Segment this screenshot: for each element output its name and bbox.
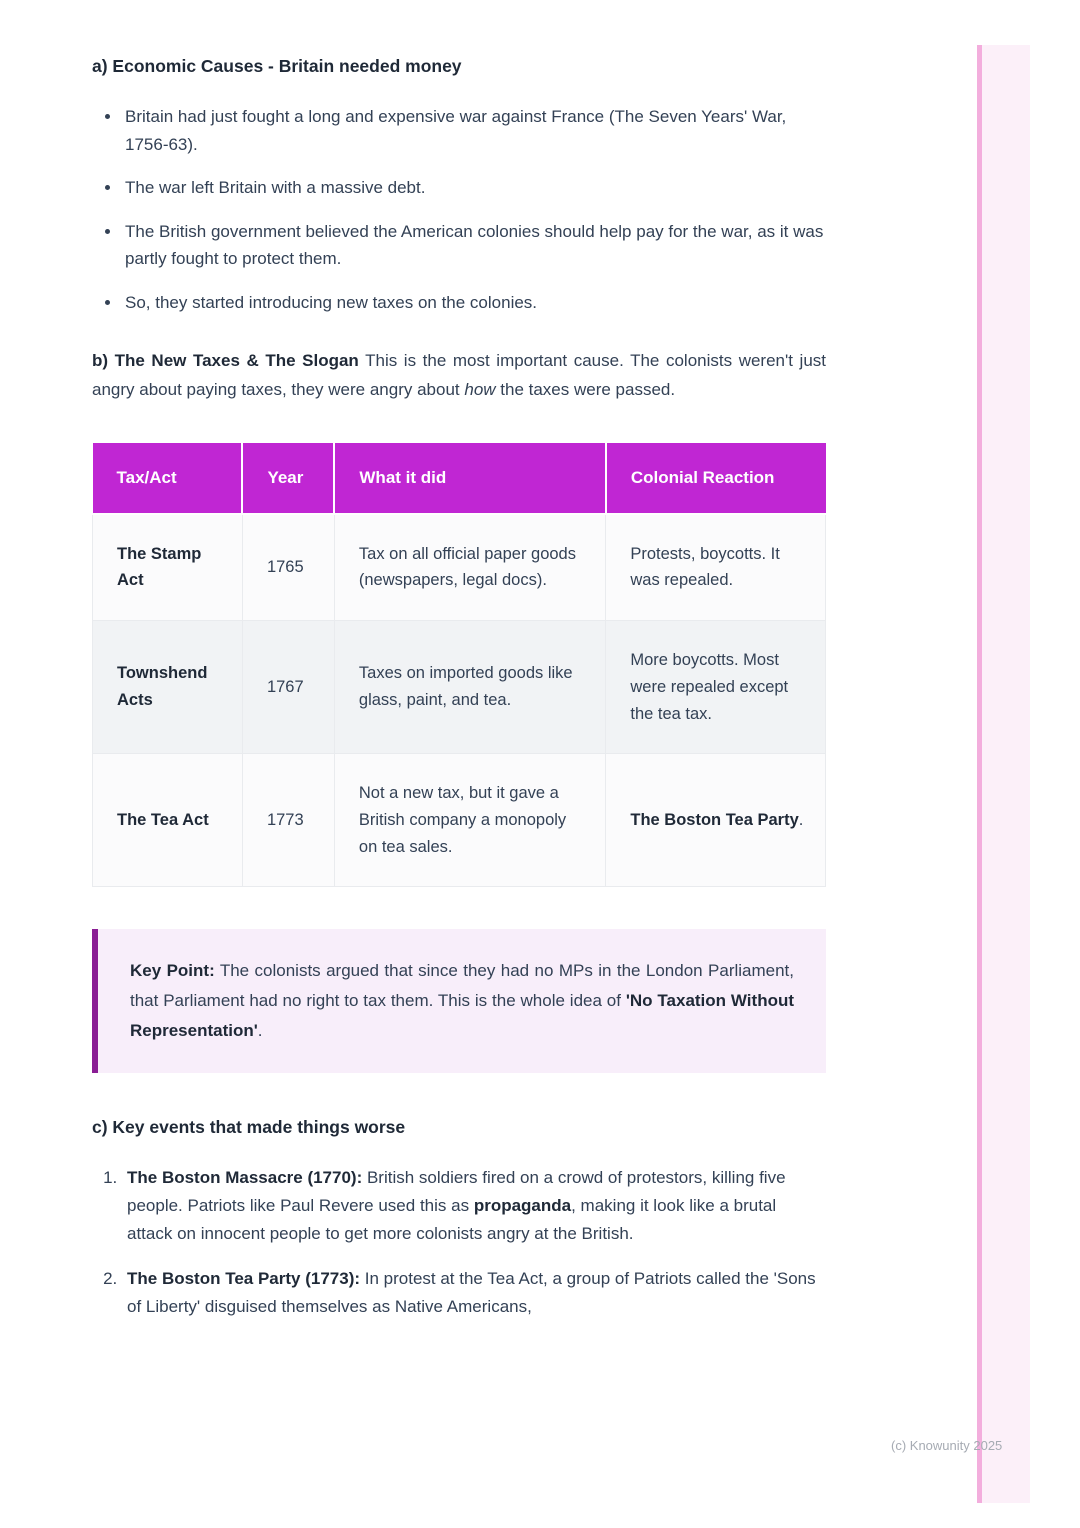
cell-act: The Tea Act xyxy=(93,754,243,887)
key-point-callout xyxy=(92,929,826,1072)
page-content xyxy=(92,56,826,1338)
event-title: The Boston Tea Party (1773): xyxy=(127,1268,361,1288)
key-point-tail: . xyxy=(257,1020,263,1040)
column-header-tax-act: Tax/Act xyxy=(93,443,243,514)
event-text-end: , making it look like a brutal attack on innocent people to get more colonists angry at the British. xyxy=(127,1195,777,1243)
list-item: • So, they started introducing new taxes on the colonies. xyxy=(122,289,826,317)
cell-year: 1765 xyxy=(242,514,334,621)
key-point-text: The colonists argued that since they had no MPs in the London Parliament, that Parliament had no right to tax them. This is the whole idea of xyxy=(130,961,795,1011)
event-text: In protest at the Tea Act, a group of Patriots called the 'Sons of Liberty' disguised themselves as Native Americans, xyxy=(127,1268,816,1316)
cell-what: Tax on all official paper goods (newspapers, legal docs). xyxy=(334,514,605,621)
column-header-year: Year xyxy=(242,443,334,514)
list-item: • Britain had just fought a long and expensive war against France (The Seven Years' War, 1756-63). xyxy=(122,103,826,158)
cell-act: Townshend Acts xyxy=(93,621,243,754)
key-point-slogan: 'No Taxation Without Representation' xyxy=(130,991,795,1040)
cell-what: Taxes on imported goods like glass, paint, and tea. xyxy=(334,621,605,754)
section-a-heading: a) Economic Causes - Britain needed money xyxy=(92,56,462,76)
cell-reaction-rest: . xyxy=(798,810,804,829)
list-item xyxy=(122,1265,826,1321)
key-events-list xyxy=(92,1164,826,1321)
list-item xyxy=(122,1164,826,1248)
list-item: • The war left Britain with a massive debt. xyxy=(122,174,826,202)
event-title: The Boston Massacre (1770): xyxy=(127,1167,363,1187)
cell-reaction: Protests, boycotts. It was repealed. xyxy=(606,514,826,621)
section-b-heading: b) The New Taxes & The Slogan xyxy=(92,351,359,371)
cell-reaction: More boycotts. Most were repealed except the tea tax. xyxy=(606,621,826,754)
watermark: (c) Knowunity 2025 xyxy=(891,1438,1003,1453)
list-item: • The British government believed the American colonies should help pay for the war, as it was partly fought to protect them. xyxy=(122,218,826,273)
section-b-text-end: the taxes were passed. xyxy=(495,380,676,400)
section-b-text: This is the most important cause. The colonists weren't just angry about paying taxes, they were angry about xyxy=(92,351,826,400)
cell-reaction-bold: The Boston Tea Party xyxy=(630,810,799,829)
column-header-colonial-reaction: Colonial Reaction xyxy=(606,443,826,514)
column-header-what-it-did: What it did xyxy=(334,443,605,514)
event-text: British soldiers fired on a crowd of protestors, killing five people. Patriots like Paul Revere used this as xyxy=(127,1167,786,1215)
event-bold-word: propaganda xyxy=(473,1195,572,1215)
table-header-row xyxy=(93,443,826,514)
section-a-bullet-list xyxy=(92,103,826,316)
cell-year: 1767 xyxy=(242,621,334,754)
tax-acts-table xyxy=(92,443,826,888)
section-b-italic-word: how xyxy=(464,380,496,400)
cell-what: Not a new tax, but it gave a British company a monopoly on tea sales. xyxy=(334,754,605,887)
section-b-paragraph xyxy=(92,346,826,404)
cell-reaction xyxy=(606,754,826,887)
table-row xyxy=(93,514,826,621)
page-edge-strip xyxy=(982,45,1030,1503)
scrollbar-thumb[interactable] xyxy=(977,45,982,1503)
key-point-label: Key Point: xyxy=(130,961,215,981)
cell-year: 1773 xyxy=(242,754,334,887)
table-row xyxy=(93,621,826,754)
cell-act: The Stamp Act xyxy=(93,514,243,621)
section-c-heading: c) Key events that made things worse xyxy=(92,1116,406,1137)
table-row xyxy=(93,754,826,887)
